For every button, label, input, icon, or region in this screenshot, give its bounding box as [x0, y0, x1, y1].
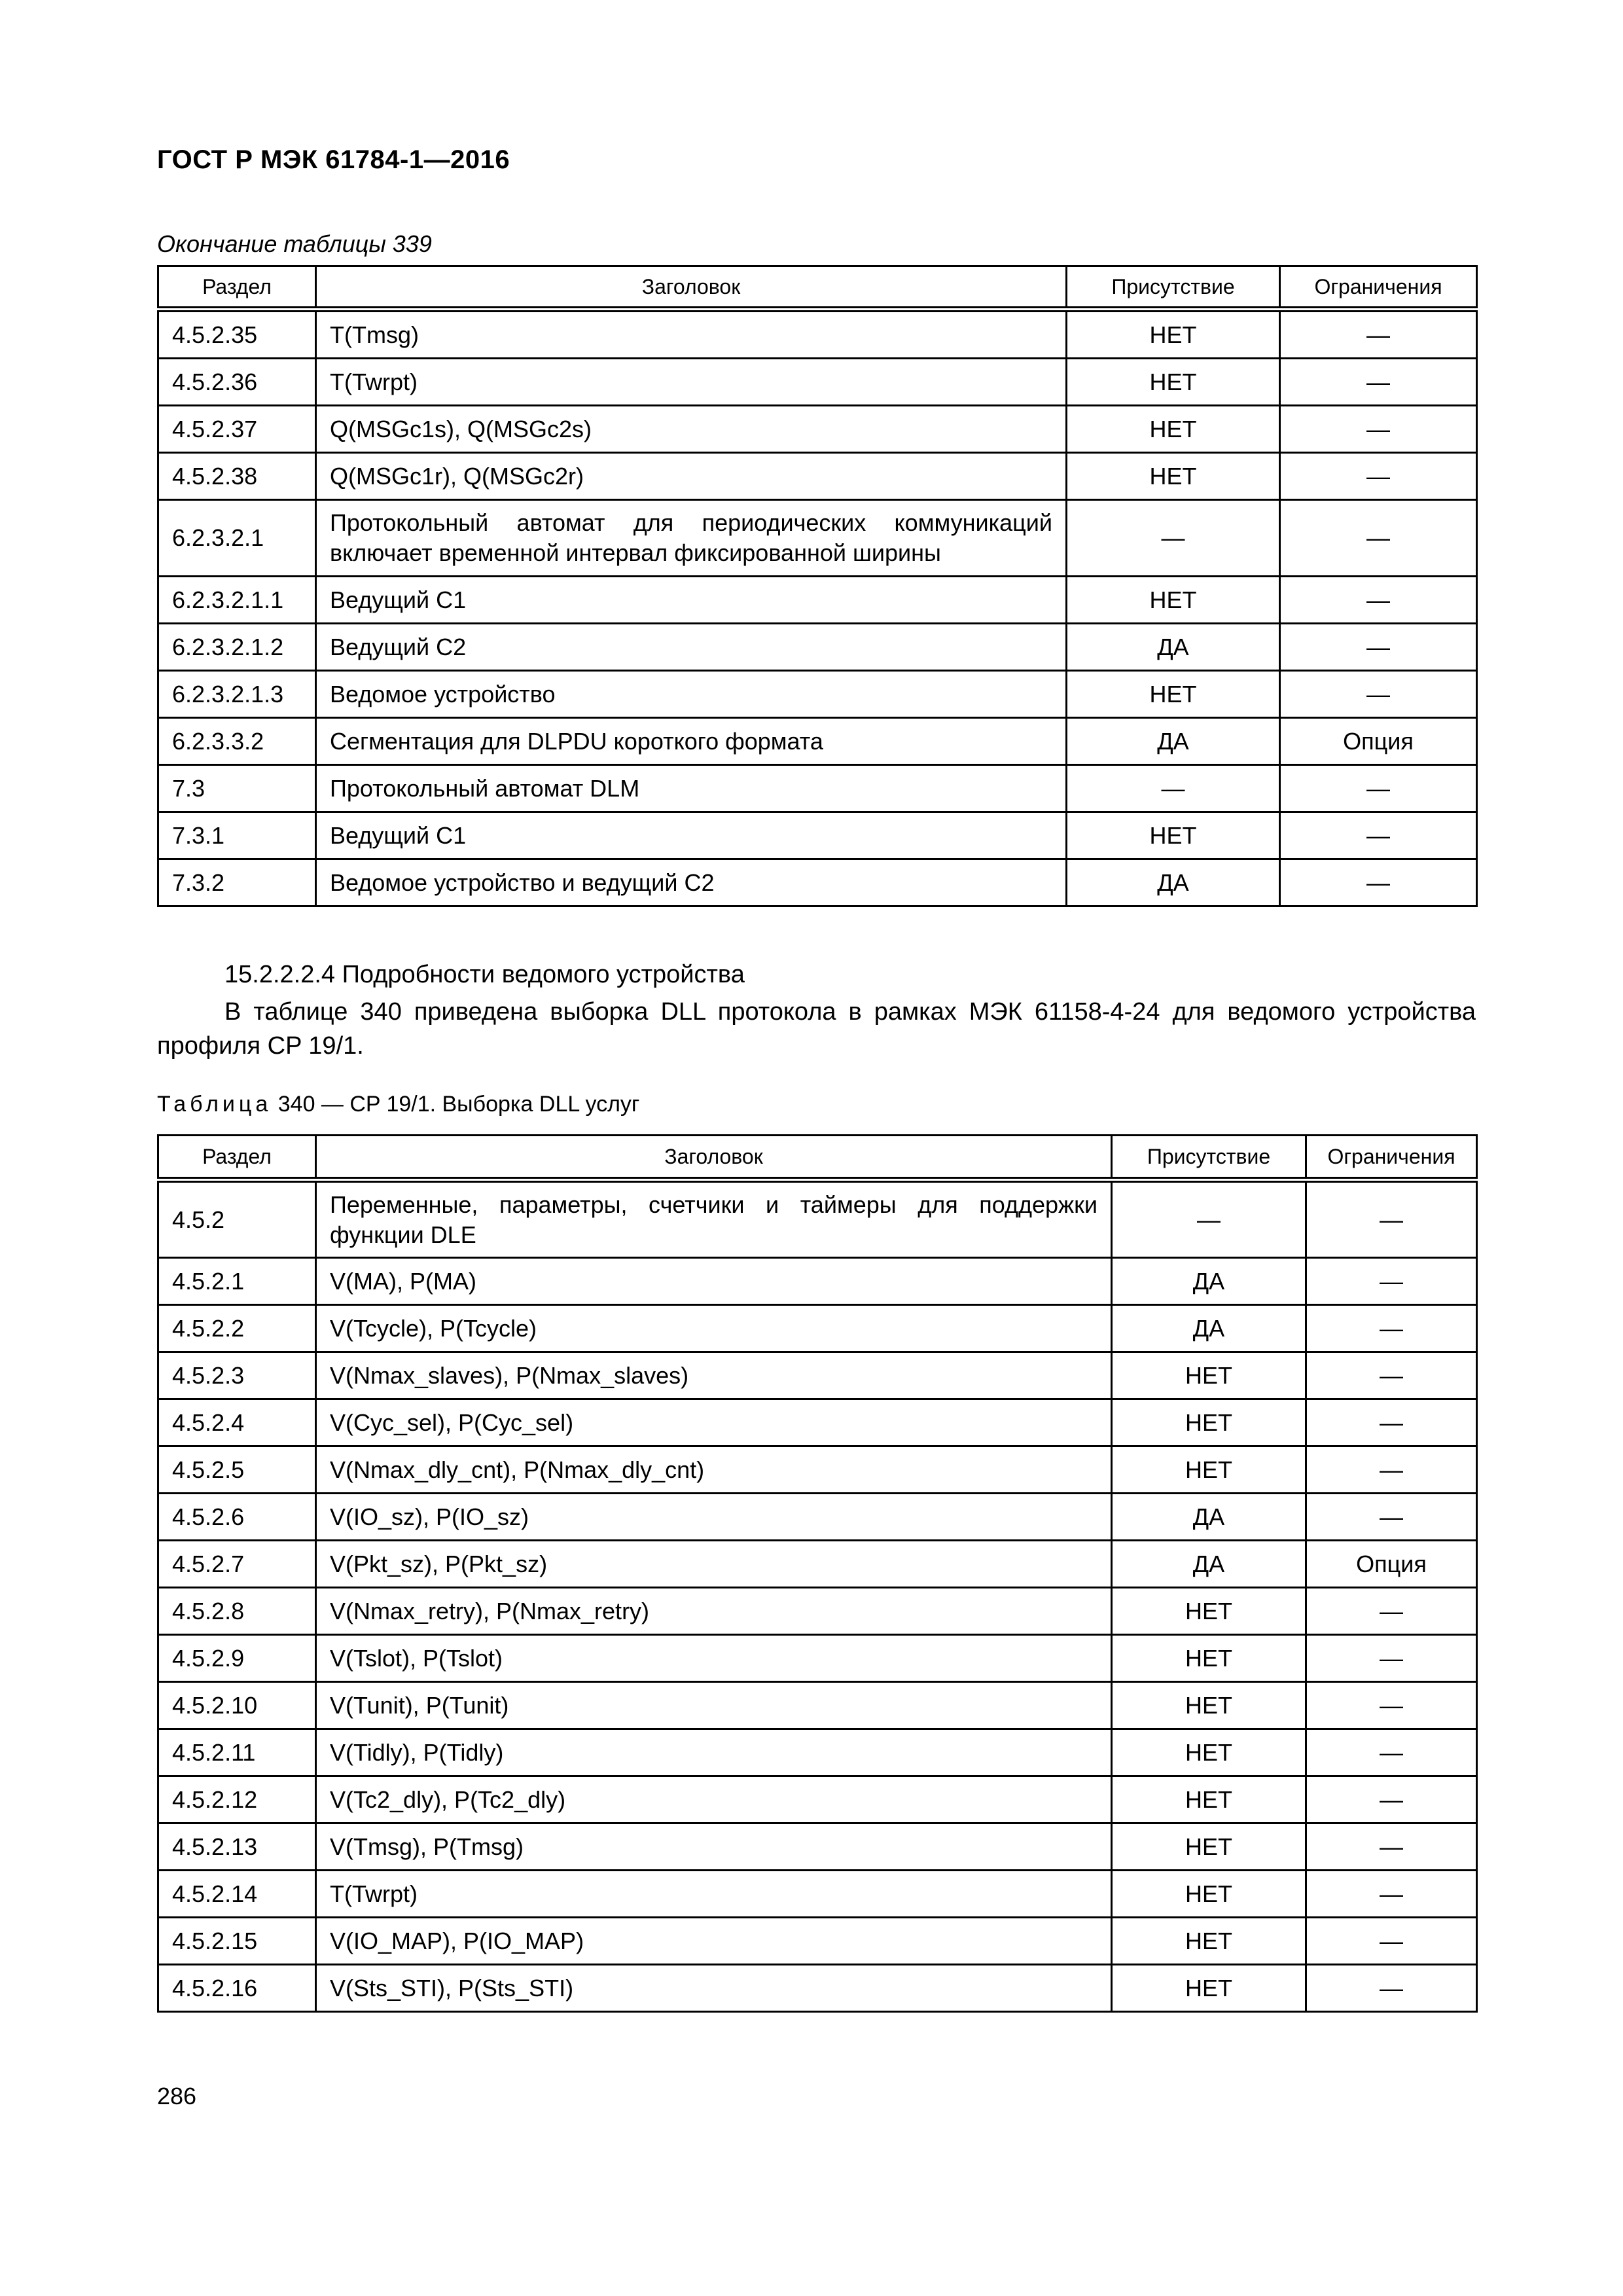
cell-limits: — — [1306, 1635, 1477, 1682]
cell-limits: — — [1280, 500, 1477, 577]
cell-section: 4.5.2.36 — [158, 359, 316, 406]
cell-presence: ДА — [1067, 718, 1280, 765]
table-row — [158, 1776, 1477, 1823]
table-header-row — [158, 1136, 1477, 1180]
table-row — [158, 812, 1477, 859]
table-row — [158, 453, 1477, 500]
cell-title: V(IO_MAP), P(IO_MAP) — [316, 1918, 1112, 1965]
cell-presence: НЕТ — [1112, 1399, 1306, 1446]
cell-presence: НЕТ — [1112, 1729, 1306, 1776]
cell-title: V(Cyc_sel), P(Cyc_sel) — [316, 1399, 1112, 1446]
cell-limits: — — [1306, 1918, 1477, 1965]
cell-presence: НЕТ — [1067, 453, 1280, 500]
cell-limits: — — [1280, 671, 1477, 718]
cell-section: 4.5.2.12 — [158, 1776, 316, 1823]
cell-limits: — — [1306, 1588, 1477, 1635]
table-row — [158, 765, 1477, 812]
cell-section: 7.3.2 — [158, 859, 316, 906]
table-row — [158, 671, 1477, 718]
cell-section: 7.3 — [158, 765, 316, 812]
table-row — [158, 577, 1477, 624]
cell-section: 6.2.3.2.1.1 — [158, 577, 316, 624]
table-row — [158, 624, 1477, 671]
table-row — [158, 1541, 1477, 1588]
table-339-body — [158, 310, 1477, 906]
cell-section: 4.5.2 — [158, 1180, 316, 1258]
cell-section: 4.5.2.16 — [158, 1965, 316, 2012]
cell-title: V(Pkt_sz), P(Pkt_sz) — [316, 1541, 1112, 1588]
cell-title: Ведомое устройство — [316, 671, 1067, 718]
cell-presence: ДА — [1112, 1494, 1306, 1541]
cell-limits: — — [1306, 1871, 1477, 1918]
section-paragraph — [157, 995, 1476, 1063]
cell-limits: — — [1306, 1258, 1477, 1305]
cell-presence: НЕТ — [1112, 1918, 1306, 1965]
cell-title: Ведомое устройство и ведущий С2 — [316, 859, 1067, 906]
cell-section: 4.5.2.1 — [158, 1258, 316, 1305]
cell-section: 7.3.1 — [158, 812, 316, 859]
cell-presence: НЕТ — [1112, 1965, 1306, 2012]
table-row — [158, 359, 1477, 406]
cell-title: V(Sts_STI), P(Sts_STI) — [316, 1965, 1112, 2012]
paragraph-text: В таблице 340 приведена выборка DLL протокола в рамках МЭК 61158-4-24 для ведомого устройства профиля CP 19/1. — [157, 998, 1476, 1060]
cell-title: Сегментация для DLPDU короткого формата — [316, 718, 1067, 765]
cell-title: V(IO_sz), P(IO_sz) — [316, 1494, 1112, 1541]
cell-presence: НЕТ — [1112, 1823, 1306, 1871]
caption-text: 340 — CP 19/1. Выборка DLL услуг — [272, 1092, 640, 1117]
cell-title: T(Tmsg) — [316, 310, 1067, 359]
cell-title: V(Tunit), P(Tunit) — [316, 1682, 1112, 1729]
cell-section: 4.5.2.37 — [158, 406, 316, 453]
cell-section: 4.5.2.10 — [158, 1682, 316, 1729]
cell-limits: — — [1306, 1352, 1477, 1399]
table-row — [158, 500, 1477, 577]
table-header-row — [158, 266, 1477, 310]
cell-presence: НЕТ — [1067, 406, 1280, 453]
cell-presence: — — [1067, 765, 1280, 812]
cell-presence: ДА — [1112, 1258, 1306, 1305]
cell-presence: ДА — [1112, 1541, 1306, 1588]
cell-title: V(Tmsg), P(Tmsg) — [316, 1823, 1112, 1871]
cell-title: V(Tidly), P(Tidly) — [316, 1729, 1112, 1776]
table-row — [158, 859, 1477, 906]
table-row — [158, 1494, 1477, 1541]
cell-section: 4.5.2.11 — [158, 1729, 316, 1776]
cell-section: 6.2.3.3.2 — [158, 718, 316, 765]
cell-section: 4.5.2.15 — [158, 1918, 316, 1965]
cell-limits: — — [1280, 359, 1477, 406]
cell-section: 6.2.3.2.1.3 — [158, 671, 316, 718]
table-row — [158, 1258, 1477, 1305]
section-heading: 15.2.2.2.4 Подробности ведомого устройства — [224, 961, 745, 988]
table-row — [158, 1823, 1477, 1871]
table-340 — [157, 1134, 1478, 2013]
column-header-limits: Ограничения — [1306, 1136, 1477, 1180]
cell-presence: — — [1067, 500, 1280, 577]
cell-presence: НЕТ — [1112, 1588, 1306, 1635]
cell-section: 4.5.2.38 — [158, 453, 316, 500]
cell-title: V(Tslot), P(Tslot) — [316, 1635, 1112, 1682]
cell-limits: — — [1280, 453, 1477, 500]
table-row — [158, 1588, 1477, 1635]
table-row — [158, 1682, 1477, 1729]
cell-limits: — — [1280, 406, 1477, 453]
cell-presence: ДА — [1067, 624, 1280, 671]
cell-limits: — — [1280, 310, 1477, 359]
cell-limits: — — [1306, 1776, 1477, 1823]
cell-title: T(Twrpt) — [316, 359, 1067, 406]
cell-presence: ДА — [1112, 1305, 1306, 1352]
table-row — [158, 718, 1477, 765]
cell-title: Протокольный автомат для периодических коммуникаций включает временной интервал фиксированной ширины — [316, 500, 1067, 577]
cell-presence: НЕТ — [1112, 1352, 1306, 1399]
cell-limits: — — [1306, 1494, 1477, 1541]
cell-title: Ведущий С1 — [316, 812, 1067, 859]
cell-limits: — — [1280, 624, 1477, 671]
cell-title: V(Nmax_slaves), P(Nmax_slaves) — [316, 1352, 1112, 1399]
table-row — [158, 1399, 1477, 1446]
cell-section: 4.5.2.5 — [158, 1446, 316, 1494]
cell-limits: Опция — [1280, 718, 1477, 765]
cell-section: 4.5.2.8 — [158, 1588, 316, 1635]
cell-limits: — — [1306, 1446, 1477, 1494]
cell-title: Q(MSGc1s), Q(MSGc2s) — [316, 406, 1067, 453]
column-header-title: Заголовок — [316, 266, 1067, 310]
cell-section: 4.5.2.9 — [158, 1635, 316, 1682]
cell-presence: НЕТ — [1112, 1635, 1306, 1682]
cell-limits: — — [1306, 1682, 1477, 1729]
cell-section: 6.2.3.2.1 — [158, 500, 316, 577]
table-row — [158, 1965, 1477, 2012]
cell-limits: — — [1280, 577, 1477, 624]
cell-presence: НЕТ — [1112, 1776, 1306, 1823]
cell-title: V(MA), P(MA) — [316, 1258, 1112, 1305]
cell-limits: — — [1280, 812, 1477, 859]
cell-limits: Опция — [1306, 1541, 1477, 1588]
table-row — [158, 1871, 1477, 1918]
table-row — [158, 1446, 1477, 1494]
cell-section: 4.5.2.4 — [158, 1399, 316, 1446]
table-row — [158, 1729, 1477, 1776]
column-header-section: Раздел — [158, 1136, 316, 1180]
column-header-section: Раздел — [158, 266, 316, 310]
cell-title: Переменные, параметры, счетчики и таймеры для поддержки функции DLE — [316, 1180, 1112, 1258]
cell-limits: — — [1280, 859, 1477, 906]
table-340-body — [158, 1180, 1477, 2012]
cell-presence: НЕТ — [1112, 1871, 1306, 1918]
table-row — [158, 1352, 1477, 1399]
cell-section: 4.5.2.13 — [158, 1823, 316, 1871]
cell-section: 4.5.2.7 — [158, 1541, 316, 1588]
cell-title: Протокольный автомат DLM — [316, 765, 1067, 812]
cell-section: 4.5.2.2 — [158, 1305, 316, 1352]
cell-limits: — — [1306, 1965, 1477, 2012]
table-row — [158, 406, 1477, 453]
cell-presence: — — [1112, 1180, 1306, 1258]
cell-section: 4.5.2.35 — [158, 310, 316, 359]
cell-presence: НЕТ — [1067, 310, 1280, 359]
table-339 — [157, 265, 1478, 907]
cell-section: 4.5.2.3 — [158, 1352, 316, 1399]
column-header-limits: Ограничения — [1280, 266, 1477, 310]
column-header-presence: Присутствие — [1112, 1136, 1306, 1180]
cell-title: T(Twrpt) — [316, 1871, 1112, 1918]
table-340-caption — [157, 1092, 639, 1117]
cell-title: V(Tcycle), P(Tcycle) — [316, 1305, 1112, 1352]
cell-title: Q(MSGc1r), Q(MSGc2r) — [316, 453, 1067, 500]
column-header-presence: Присутствие — [1067, 266, 1280, 310]
cell-limits: — — [1306, 1305, 1477, 1352]
cell-title: V(Nmax_retry), P(Nmax_retry) — [316, 1588, 1112, 1635]
cell-presence: НЕТ — [1112, 1682, 1306, 1729]
cell-limits: — — [1280, 765, 1477, 812]
table-row — [158, 1918, 1477, 1965]
cell-title: V(Nmax_dly_cnt), P(Nmax_dly_cnt) — [316, 1446, 1112, 1494]
caption-prefix: Таблица — [157, 1092, 272, 1117]
cell-section: 6.2.3.2.1.2 — [158, 624, 316, 671]
document-header: ГОСТ Р МЭК 61784-1—2016 — [157, 145, 510, 174]
table-row — [158, 1180, 1477, 1258]
cell-limits: — — [1306, 1729, 1477, 1776]
cell-title: V(Tc2_dly), P(Tc2_dly) — [316, 1776, 1112, 1823]
page-number: 286 — [157, 2083, 197, 2109]
cell-section: 4.5.2.6 — [158, 1494, 316, 1541]
column-header-title: Заголовок — [316, 1136, 1112, 1180]
cell-presence: ДА — [1067, 859, 1280, 906]
cell-title: Ведущий С1 — [316, 577, 1067, 624]
table-row — [158, 1305, 1477, 1352]
table-339-caption: Окончание таблицы 339 — [157, 230, 432, 257]
cell-title: Ведущий С2 — [316, 624, 1067, 671]
table-row — [158, 310, 1477, 359]
cell-limits: — — [1306, 1823, 1477, 1871]
cell-presence: НЕТ — [1112, 1446, 1306, 1494]
cell-section: 4.5.2.14 — [158, 1871, 316, 1918]
cell-presence: НЕТ — [1067, 671, 1280, 718]
cell-presence: НЕТ — [1067, 577, 1280, 624]
cell-presence: НЕТ — [1067, 812, 1280, 859]
cell-presence: НЕТ — [1067, 359, 1280, 406]
cell-limits: — — [1306, 1180, 1477, 1258]
table-row — [158, 1635, 1477, 1682]
cell-limits: — — [1306, 1399, 1477, 1446]
